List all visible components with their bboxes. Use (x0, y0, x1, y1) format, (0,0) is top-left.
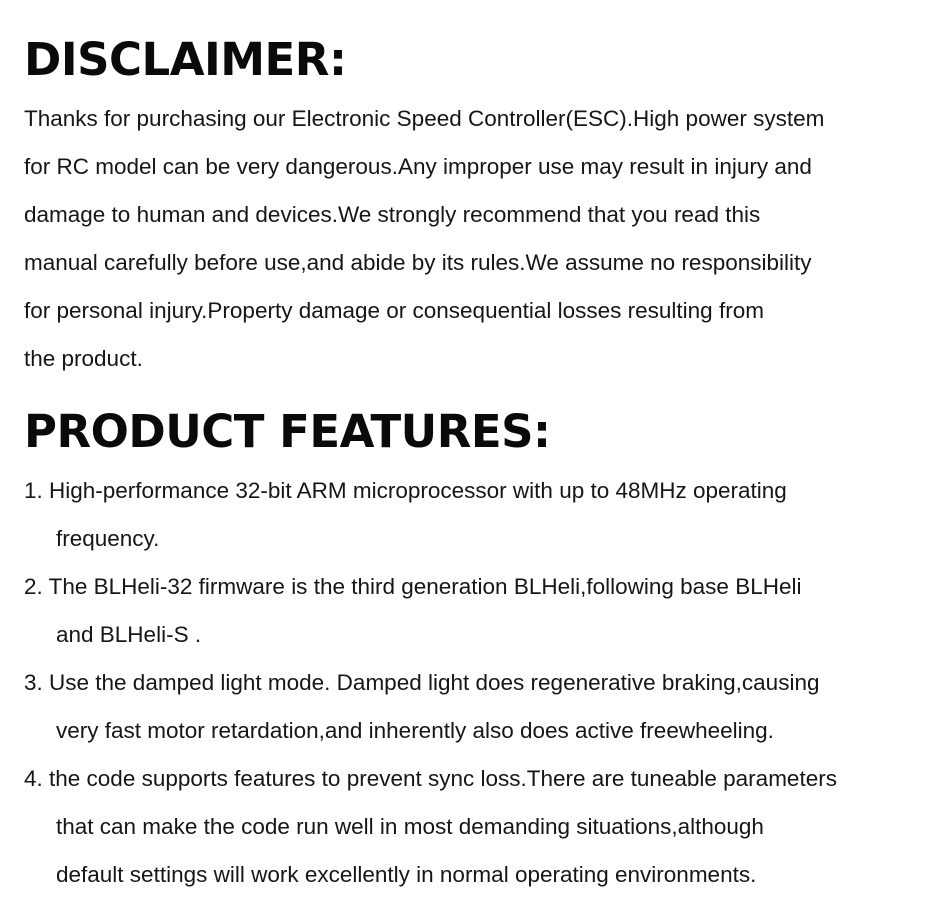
feature-line-continuation: default settings will work excellently in normal operating environments. (56, 862, 757, 887)
feature-line-continuation: that can make the code run well in most demanding situations,although (56, 814, 764, 839)
disclaimer-line: for RC model can be very dangerous.Any improper use may result in injury and (24, 154, 812, 179)
disclaimer-paragraph (24, 95, 924, 383)
feature-item (24, 659, 924, 755)
disclaimer-line: manual carefully before use,and abide by its rules.We assume no responsibility (24, 250, 812, 275)
feature-line: 3. Use the damped light mode. Damped light does regenerative braking,causing (24, 670, 820, 695)
disclaimer-heading: DISCLAIMER: (24, 33, 347, 86)
feature-line-continuation: frequency. (56, 526, 160, 551)
disclaimer-line: damage to human and devices.We strongly recommend that you read this (24, 202, 761, 227)
disclaimer-line: for personal injury.Property damage or consequential losses resulting from (24, 298, 764, 323)
disclaimer-line: Thanks for purchasing our Electronic Speed Controller(ESC).High power system (24, 106, 825, 131)
disclaimer-line: the product. (24, 346, 143, 371)
feature-item (24, 467, 924, 563)
feature-item (24, 563, 924, 659)
feature-line: 1. High-performance 32-bit ARM microprocessor with up to 48MHz operating (24, 478, 787, 503)
feature-line: 4. the code supports features to prevent sync loss.There are tuneable parameters (24, 766, 837, 791)
product-features-list (24, 467, 924, 899)
feature-line: 2. The BLHeli-32 firmware is the third generation BLHeli,following base BLHeli (24, 574, 802, 599)
feature-line-continuation: and BLHeli-S . (56, 622, 202, 647)
feature-line-continuation: very fast motor retardation,and inherently also does active freewheeling. (56, 718, 774, 743)
feature-item (24, 755, 924, 899)
product-features-heading: PRODUCT FEATURES: (24, 405, 551, 458)
